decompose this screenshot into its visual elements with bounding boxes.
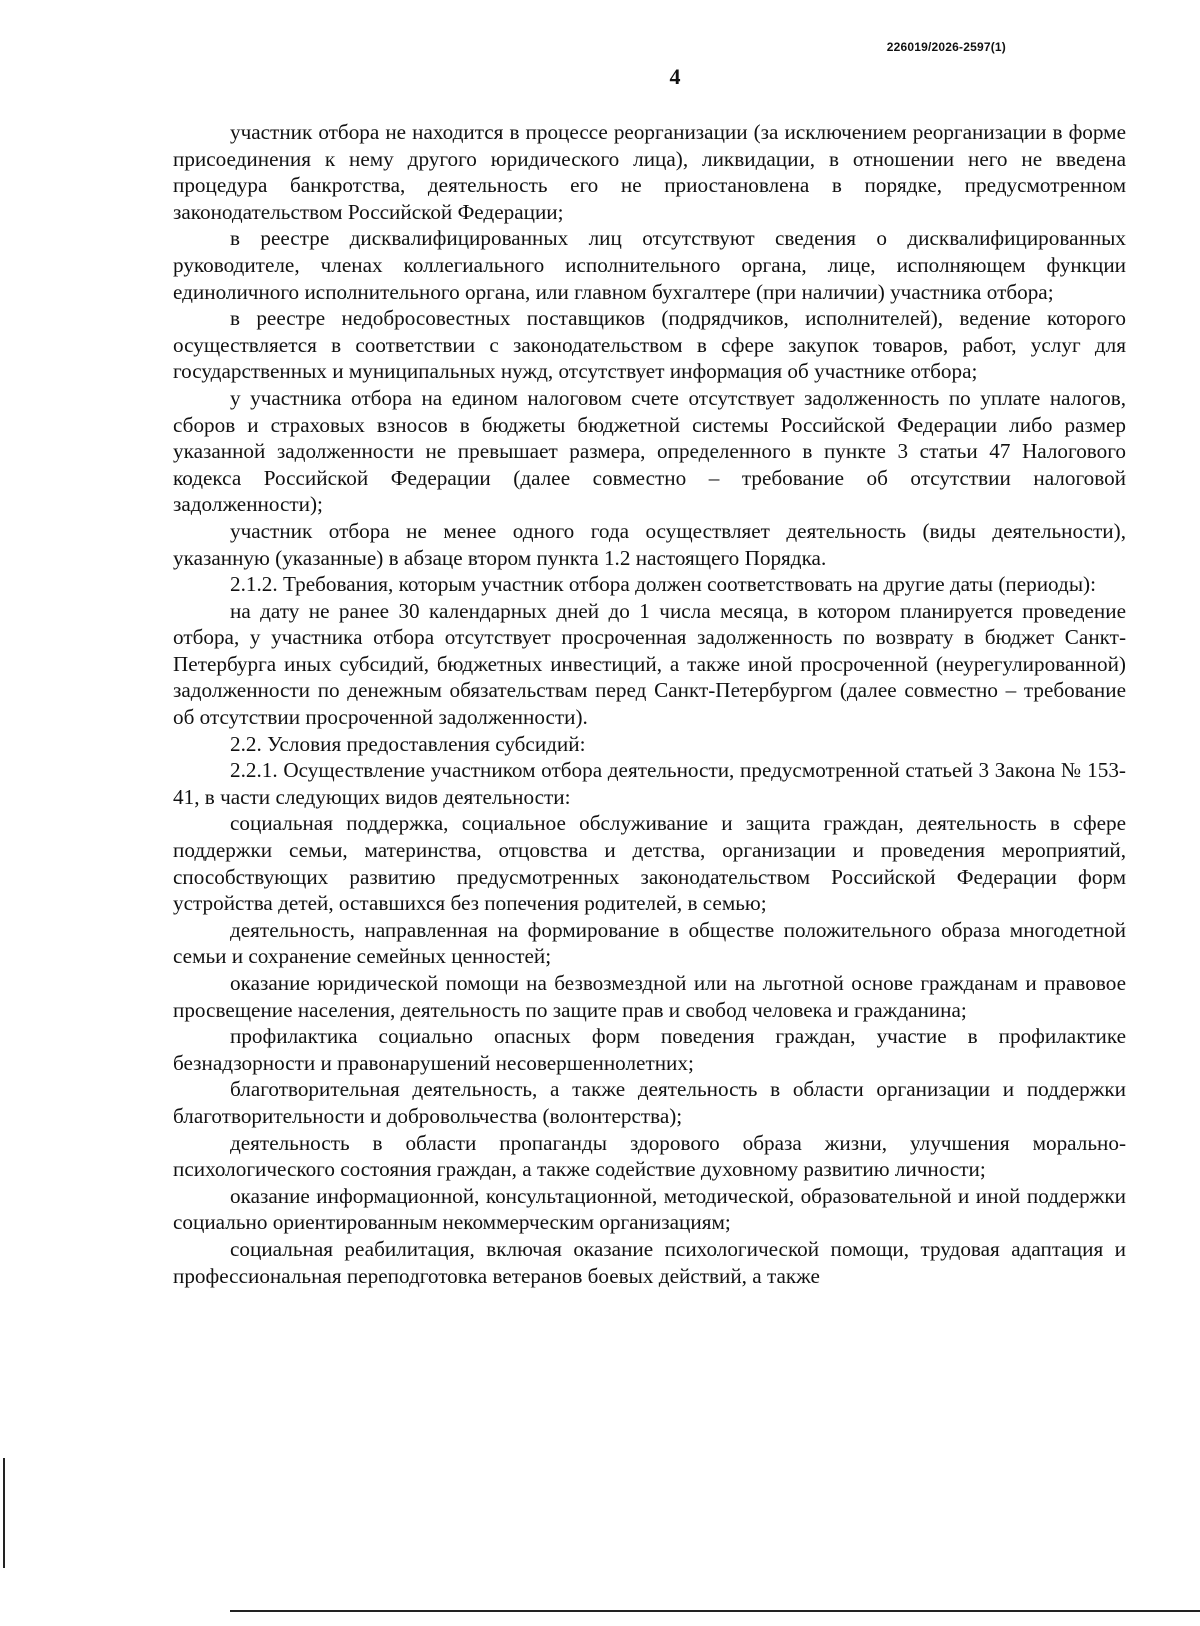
list-item-prevention: профилактика социально опасных форм поведения граждан, участие в профилактике безнадзорности и правонарушений несовершеннолетних; (173, 1024, 1126, 1075)
list-item-nko-support: оказание информационной, консультационной, методической, образовательной и иной поддержки социально ориентированным некоммерческим организациям; (173, 1183, 1126, 1235)
paragraph-tax-debt: у участника отбора на едином налоговом счете отсутствует задолженность по уплате налогов, сборов и страховых взносов в бюджеты бюджетной системы Российской Федерации либо размер указанной задолженности не превышает размера, определенного в пункте 3 статьи 47 Налогового кодекса Российской Федерации (далее совместно – требование об отсутствии налоговой задолженности); (173, 385, 1126, 517)
paragraph-unscrupulous-suppliers: в реестре недобросовестных поставщиков (подрядчиков, исполнителей), ведение которого осуществляется в соответствии с законодательством в сфере закупок товаров, работ, услуг для государственных и муниципальных нужд, отсутствует информация об участнике отбора; (173, 306, 1126, 384)
list-item-social-support: социальная поддержка, социальное обслуживание и защита граждан, деятельность в сфере поддержки семьи, материнства, отцовства и детства, организации и проведения мероприятий, способствующих развитию предусмотренных законодательством Российской Федерации форм устройства детей, оставшихся без попечения родителей, в семью; (173, 811, 1126, 916)
page-number: 4 (669, 64, 681, 89)
list-item-charity: благотворительная деятельность, а также деятельность в области организации и поддержки благотворительности и добровольчества (волонтерства); (173, 1077, 1126, 1128)
list-item-family-values: деятельность, направленная на формирование в обществе положительного образа многодетной семьи и сохранение семейных ценностей; (173, 917, 1126, 969)
document-body (173, 119, 1126, 1289)
document-number: 226019/2026-2597(1) (886, 40, 1006, 54)
paragraph-2-1-2: 2.1.2. Требования, которым участник отбора должен соответствовать на другие даты (периоды): (230, 572, 1096, 597)
scan-bottom-edge (230, 1610, 1200, 1612)
scan-margin-mark (3, 1458, 5, 1568)
paragraph-disqualified-registry: в реестре дисквалифицированных лиц отсутствуют сведения о дисквалифицированных руководителе, членах коллегиального исполнительного органа, лице, исполняющем функции единоличного исполнительного органа, или главном бухгалтере (при наличии) участника отбора; (173, 226, 1126, 304)
paragraph-2-2-1: 2.2.1. Осуществление участником отбора деятельности, предусмотренной статьей 3 Закона № 153-41, в части следующих видов деятельности: (173, 758, 1126, 809)
list-item-legal-aid: оказание юридической помощи на безвозмездной или на льготной основе гражданам и правовое просвещение населения, деятельность по защите прав и свобод человека и гражданина; (173, 971, 1126, 1022)
list-item-rehabilitation: социальная реабилитация, включая оказание психологической помощи, трудовая адаптация и профессиональная переподготовка ветеранов боевых действий, а также (173, 1236, 1126, 1288)
paragraph-2-2: 2.2. Условия предоставления субсидий: (230, 731, 586, 756)
paragraph-activity-duration: участник отбора не менее одного года осуществляет деятельность (виды деятельности), указанную (указанные) в абзаце втором пункта 1.2 настоящего Порядка. (173, 518, 1126, 570)
list-item-healthy-lifestyle: деятельность в области пропаганды здорового образа жизни, улучшения морально-психологического состояния граждан, а также содействие духовному развитию личности; (173, 1130, 1126, 1182)
paragraph-reorganization: участник отбора не находится в процессе реорганизации (за исключением реорганизации в форме присоединения к нему другого юридического лица), ликвидации, в отношении него не введена процедура банкротства, деятельность его не приостановлена в порядке, предусмотренном законодательством Российской Федерации; (173, 120, 1126, 224)
paragraph-overdue-debt: на дату не ранее 30 календарных дней до 1 числа месяца, в котором планируется проведение отбора, у участника отбора отсутствует просроченная задолженность по возврату в бюджет Санкт-Петербурга иных субсидий, бюджетных инвестиций, а также иной просроченной (неурегулированной) задолженности по денежным обязательствам перед Санкт-Петербургом (далее совместно – требование об отсутствии просроченной задолженности). (173, 598, 1126, 730)
